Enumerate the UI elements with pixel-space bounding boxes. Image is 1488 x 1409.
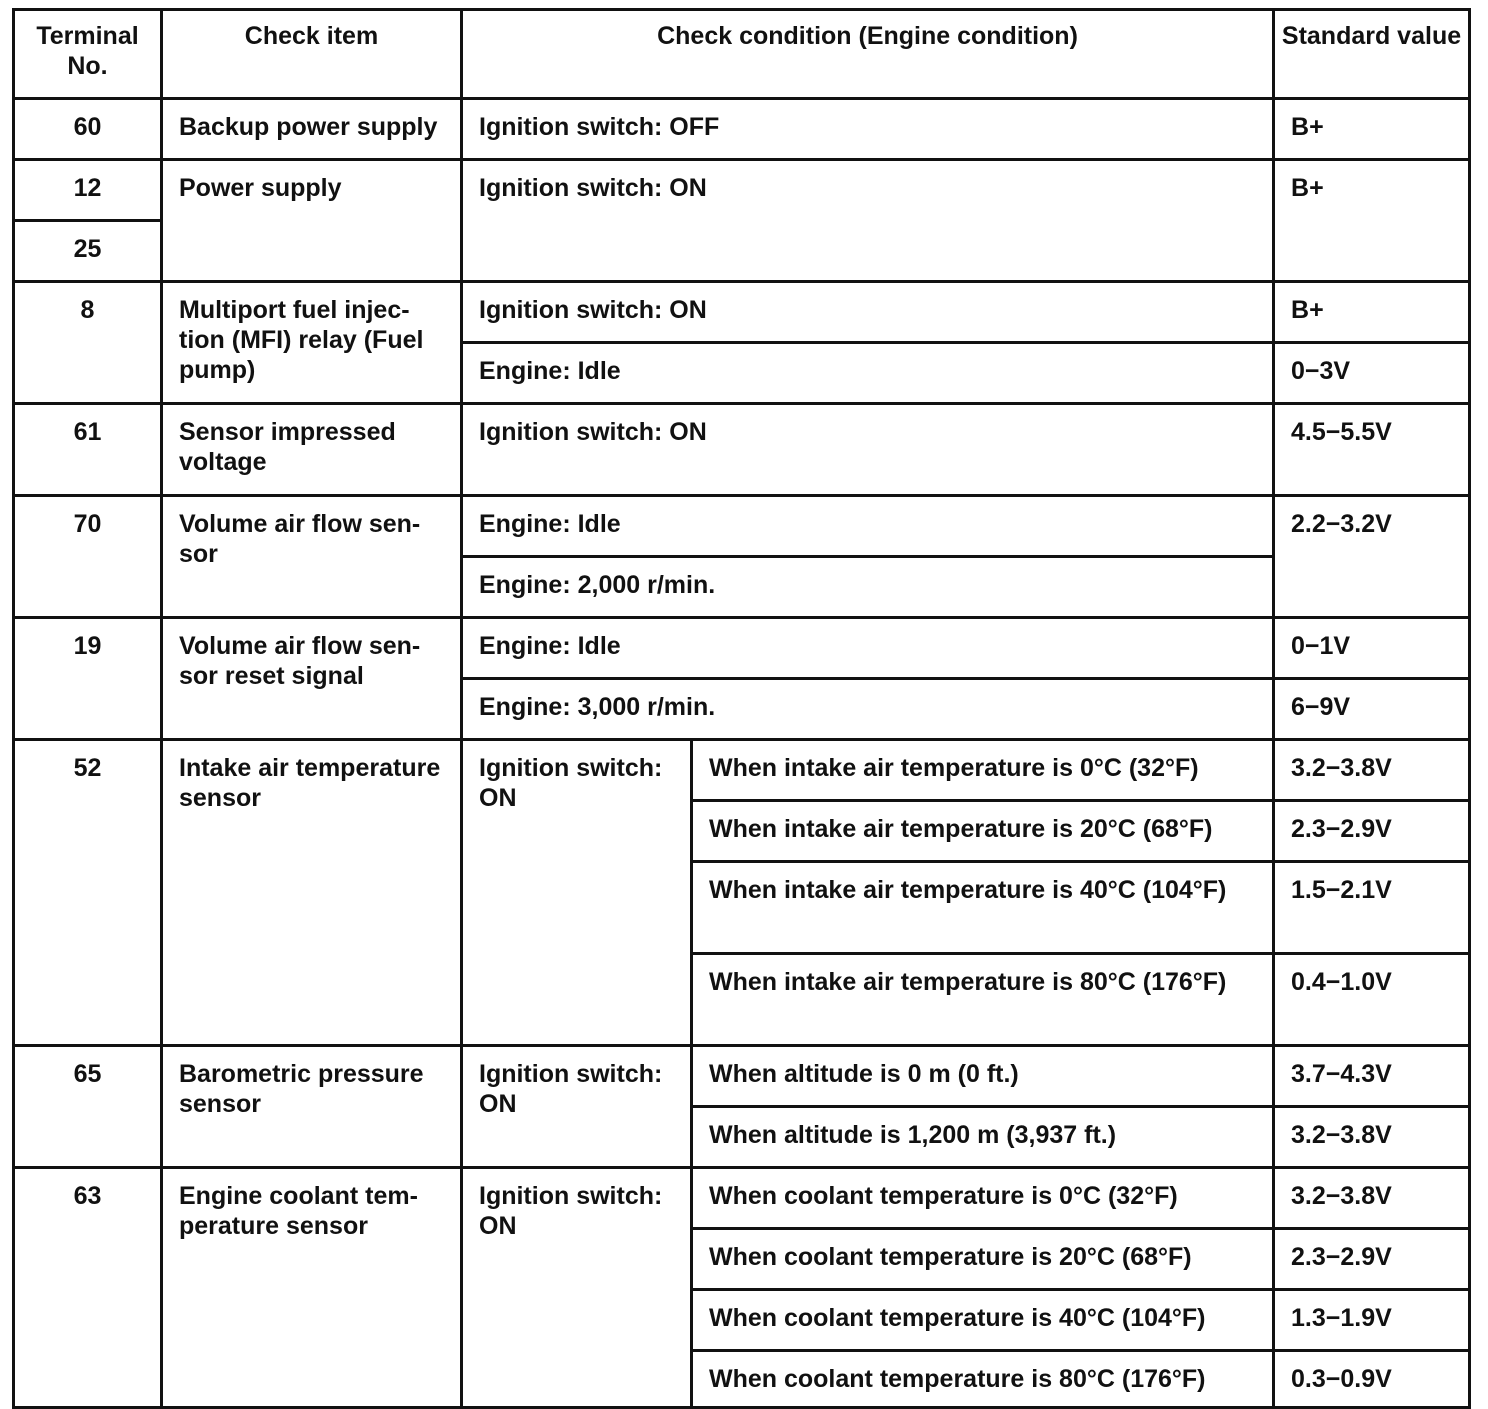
condition-cell: Ignition switch: ON	[462, 1168, 692, 1408]
header-standard-value: Standard value	[1274, 10, 1470, 99]
terminal-cell: 60	[14, 99, 162, 160]
value-cell: B+	[1274, 160, 1470, 282]
value-cell: B+	[1274, 99, 1470, 160]
value-cell: 2.2−3.2V	[1274, 496, 1470, 618]
sub-condition-cell: When coolant temperature is 80°C (176°F)	[692, 1351, 1274, 1408]
terminal-cell: 52	[14, 740, 162, 1046]
terminal-cell: 8	[14, 282, 162, 404]
condition-cell: Ignition switch: OFF	[462, 99, 1274, 160]
table-row	[14, 1168, 1470, 1229]
header-row	[14, 10, 1470, 99]
table-row	[14, 404, 1470, 496]
terminal-cell: 12	[14, 160, 162, 221]
check-item-cell: Intake air temperature sensor	[162, 740, 462, 1046]
check-item-cell: Engine coolant tem- perature sensor	[162, 1168, 462, 1408]
value-cell: 1.5−2.1V	[1274, 862, 1470, 954]
check-item-cell: Backup power supply	[162, 99, 462, 160]
value-cell: 0−1V	[1274, 618, 1470, 679]
sub-condition-cell: When intake air temperature is 80°C (176°F)	[692, 954, 1274, 1046]
condition-cell: Engine: Idle	[462, 343, 1274, 404]
sub-condition-cell: When intake air temperature is 20°C (68°F)	[692, 801, 1274, 862]
table-row	[14, 99, 1470, 160]
table-row	[14, 282, 1470, 343]
header-check-condition: Check condition (Engine condition)	[462, 10, 1274, 99]
sub-condition-cell: When intake air temperature is 0°C (32°F)	[692, 740, 1274, 801]
condition-cell: Engine: 3,000 r/min.	[462, 679, 1274, 740]
table-row	[14, 1046, 1470, 1107]
value-cell: 2.3−2.9V	[1274, 801, 1470, 862]
table-row	[14, 740, 1470, 801]
terminal-cell: 25	[14, 221, 162, 282]
condition-cell: Ignition switch: ON	[462, 282, 1274, 343]
spec-table-wrapper	[12, 8, 1471, 1409]
condition-cell: Engine: Idle	[462, 618, 1274, 679]
sub-condition-cell: When coolant temperature is 20°C (68°F)	[692, 1229, 1274, 1290]
sub-condition-cell: When altitude is 0 m (0 ft.)	[692, 1046, 1274, 1107]
table-row	[14, 618, 1470, 679]
sub-condition-cell: When coolant temperature is 40°C (104°F)	[692, 1290, 1274, 1351]
value-cell: 3.2−3.8V	[1274, 1107, 1470, 1168]
header-terminal: Terminal No.	[14, 10, 162, 99]
terminal-check-table	[12, 8, 1471, 1409]
check-item-cell: Sensor impressed voltage	[162, 404, 462, 496]
check-item-cell: Multiport fuel injec- tion (MFI) relay (Fuel pump)	[162, 282, 462, 404]
condition-cell: Engine: Idle	[462, 496, 1274, 557]
value-cell: 0.4−1.0V	[1274, 954, 1470, 1046]
condition-cell: Ignition switch: ON	[462, 160, 1274, 282]
check-item-cell: Barometric pressure sensor	[162, 1046, 462, 1168]
sub-condition-cell: When coolant temperature is 0°C (32°F)	[692, 1168, 1274, 1229]
table-row	[14, 496, 1470, 557]
sub-condition-cell: When intake air temperature is 40°C (104°F)	[692, 862, 1274, 954]
condition-cell: Engine: 2,000 r/min.	[462, 557, 1274, 618]
condition-cell: Ignition switch: ON	[462, 404, 1274, 496]
condition-cell: Ignition switch: ON	[462, 740, 692, 1046]
value-cell: 3.2−3.8V	[1274, 1168, 1470, 1229]
value-cell: B+	[1274, 282, 1470, 343]
sub-condition-cell: When altitude is 1,200 m (3,937 ft.)	[692, 1107, 1274, 1168]
value-cell: 3.2−3.8V	[1274, 740, 1470, 801]
terminal-cell: 70	[14, 496, 162, 618]
value-cell: 0.3−0.9V	[1274, 1351, 1470, 1408]
check-item-cell: Power supply	[162, 160, 462, 282]
value-cell: 3.7−4.3V	[1274, 1046, 1470, 1107]
value-cell: 0−3V	[1274, 343, 1470, 404]
value-cell: 1.3−1.9V	[1274, 1290, 1470, 1351]
check-item-cell: Volume air flow sen- sor reset signal	[162, 618, 462, 740]
value-cell: 6−9V	[1274, 679, 1470, 740]
check-item-cell: Volume air flow sen- sor	[162, 496, 462, 618]
condition-cell: Ignition switch: ON	[462, 1046, 692, 1168]
value-cell: 2.3−2.9V	[1274, 1229, 1470, 1290]
table-row	[14, 160, 1470, 221]
value-cell: 4.5−5.5V	[1274, 404, 1470, 496]
terminal-cell: 61	[14, 404, 162, 496]
terminal-cell: 63	[14, 1168, 162, 1408]
header-check-item: Check item	[162, 10, 462, 99]
terminal-cell: 19	[14, 618, 162, 740]
terminal-cell: 65	[14, 1046, 162, 1168]
